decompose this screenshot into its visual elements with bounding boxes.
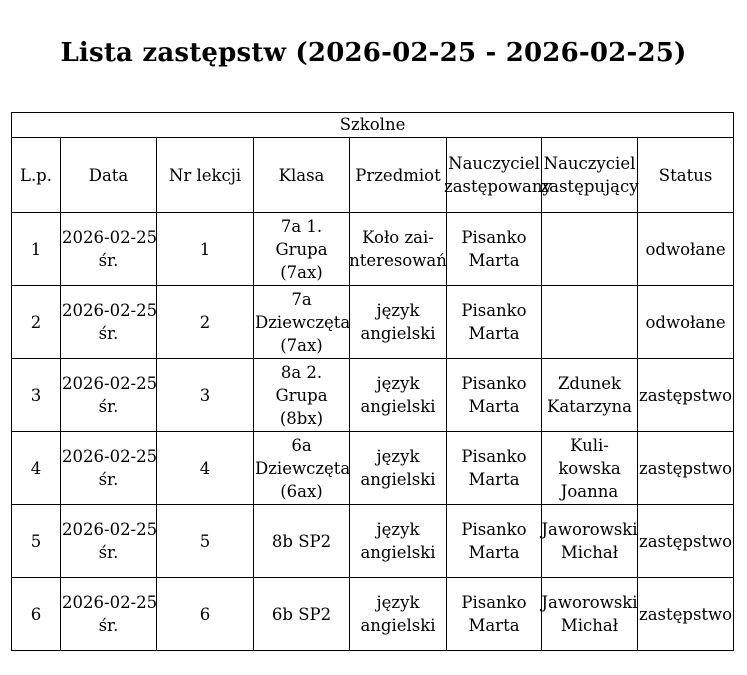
cell-line: 2026-02-25 <box>62 301 158 320</box>
group-header: Szkolne <box>12 113 734 138</box>
cell-line: angielski <box>360 470 436 489</box>
cell-line: 2 <box>199 312 211 332</box>
cell-line: Nauczyciel <box>448 154 540 173</box>
cell-line: (8bx) <box>279 408 324 428</box>
cell-lp <box>12 359 61 432</box>
cell-subject <box>350 286 447 359</box>
cell-class <box>254 286 350 359</box>
cell-line: zastępstwo <box>639 385 733 405</box>
cell-lesson-number <box>157 359 254 432</box>
cell-line: nteresowań <box>349 251 447 270</box>
cell-substituting-teacher <box>542 359 638 432</box>
cell-line: Data <box>88 165 129 185</box>
table-row <box>12 578 734 651</box>
cell-line: 2026-02-25 <box>62 593 158 612</box>
cell-line: 3 <box>30 385 42 405</box>
cell-line: język <box>376 301 420 320</box>
cell-line: angielski <box>360 616 436 635</box>
cell-subject <box>350 578 447 651</box>
cell-lp <box>12 286 61 359</box>
cell-line: Marta <box>468 543 520 562</box>
cell-lesson-number <box>157 213 254 286</box>
cell-line: Marta <box>468 397 520 416</box>
cell-subject <box>350 213 447 286</box>
cell-line: język <box>376 374 420 393</box>
cell-line: 6b SP2 <box>271 604 332 624</box>
cell-line: 6 <box>30 604 42 624</box>
cell-class <box>254 505 350 578</box>
cell-line: śr. <box>98 397 119 416</box>
cell-line: angielski <box>360 324 436 343</box>
cell-lp <box>12 213 61 286</box>
cell-line: Katarzyna <box>547 397 632 416</box>
cell-subject <box>350 505 447 578</box>
cell-line: Marta <box>468 251 520 270</box>
cell-line: zastępujący <box>540 177 639 196</box>
cell-line: 6a <box>291 435 312 455</box>
cell-substituted-teacher <box>447 505 542 578</box>
cell-line: Przedmiot <box>355 165 441 185</box>
cell-line: 5 <box>30 531 42 551</box>
cell-substituted-teacher <box>447 578 542 651</box>
cell-line: (6ax) <box>280 481 323 501</box>
cell-line: 4 <box>30 458 42 478</box>
cell-line: Nr lekcji <box>168 165 242 185</box>
cell-date <box>61 286 157 359</box>
column-header-subject <box>350 138 447 213</box>
table-row <box>12 359 734 432</box>
cell-status <box>638 359 734 432</box>
cell-line: 8b SP2 <box>271 531 332 551</box>
cell-line: Kuli- <box>570 435 609 455</box>
cell-lesson-number <box>157 286 254 359</box>
cell-substituting-teacher <box>542 432 638 505</box>
column-header-status <box>638 138 734 213</box>
cell-line: kowska <box>558 458 621 478</box>
cell-line: Marta <box>468 470 520 489</box>
cell-substituting-teacher <box>542 505 638 578</box>
cell-line: Zdunek <box>557 374 622 393</box>
cell-line: odwołane <box>645 239 726 259</box>
cell-line: zastępstwo <box>639 604 733 624</box>
cell-line: śr. <box>98 616 119 635</box>
cell-class <box>254 432 350 505</box>
cell-subject <box>350 359 447 432</box>
cell-line: Nauczyciel <box>543 154 636 173</box>
cell-line: zastępstwo <box>639 458 733 478</box>
cell-line: zastępstwo <box>639 531 733 551</box>
substitutions-table <box>11 112 734 651</box>
cell-line: 2026-02-25 <box>62 447 158 466</box>
column-header-substituting-teacher <box>542 138 638 213</box>
cell-lp <box>12 505 61 578</box>
cell-line: język <box>376 520 420 539</box>
cell-lp <box>12 432 61 505</box>
cell-line: Pisanko <box>461 520 527 539</box>
column-header-substituted-teacher <box>444 138 552 213</box>
cell-substituting-teacher <box>542 286 638 359</box>
cell-status <box>638 432 734 505</box>
cell-date <box>61 213 157 286</box>
cell-status <box>638 286 734 359</box>
cell-class <box>254 213 350 286</box>
table-row <box>12 213 734 286</box>
column-header-lesson-number <box>157 138 254 213</box>
cell-substituting-teacher <box>542 213 638 286</box>
cell-line: Marta <box>468 324 520 343</box>
cell-line: Grupa <box>275 385 328 405</box>
cell-line: Dziewczęta <box>255 458 351 478</box>
cell-lp <box>12 578 61 651</box>
cell-class <box>254 359 350 432</box>
cell-line: (7ax) <box>280 335 323 355</box>
column-header-date <box>61 138 157 213</box>
cell-date <box>61 578 157 651</box>
cell-line: (7ax) <box>280 262 323 282</box>
cell-line: angielski <box>360 397 436 416</box>
cell-line: 2026-02-25 <box>62 228 158 247</box>
cell-line: język <box>376 447 420 466</box>
cell-line: Jaworowski <box>541 520 638 539</box>
cell-line: 6 <box>199 604 211 624</box>
cell-line: Pisanko <box>461 593 527 612</box>
cell-line: 1 <box>30 239 42 259</box>
table-row <box>12 286 734 359</box>
column-header-lp <box>12 138 61 213</box>
cell-line: 7a 1. <box>280 216 323 236</box>
cell-line: Pisanko <box>461 447 527 466</box>
cell-status <box>638 578 734 651</box>
cell-line: 2 <box>30 312 42 332</box>
cell-line: Koło zai- <box>362 228 434 247</box>
column-header-row <box>12 138 734 213</box>
cell-date <box>61 359 157 432</box>
cell-line: 3 <box>199 385 211 405</box>
cell-line: śr. <box>98 470 119 489</box>
cell-status <box>638 505 734 578</box>
cell-line: 8a 2. <box>280 362 323 382</box>
cell-line: Pisanko <box>461 374 527 393</box>
cell-subject <box>350 432 447 505</box>
cell-line: zastępowany <box>444 177 552 196</box>
cell-date <box>61 505 157 578</box>
cell-line: L.p. <box>19 165 52 185</box>
cell-line: Jaworowski <box>541 593 638 612</box>
cell-line: odwołane <box>645 312 726 332</box>
table-row <box>12 432 734 505</box>
cell-substituted-teacher <box>447 432 542 505</box>
cell-line: Michał <box>560 543 619 562</box>
cell-line: Klasa <box>278 165 325 185</box>
cell-line: 7a <box>291 289 312 309</box>
cell-line: 2026-02-25 <box>62 520 158 539</box>
cell-line: Joanna <box>560 481 619 501</box>
cell-line: Grupa <box>275 239 328 259</box>
cell-substituted-teacher <box>447 213 542 286</box>
cell-line: język <box>376 593 420 612</box>
table-row <box>12 505 734 578</box>
cell-status <box>638 213 734 286</box>
cell-class <box>254 578 350 651</box>
cell-lesson-number <box>157 578 254 651</box>
cell-line: śr. <box>98 324 119 343</box>
cell-line: 4 <box>199 458 211 478</box>
page-title: Lista zastępstw (2026-02-25 - 2026-02-25) <box>60 38 687 68</box>
cell-line: śr. <box>98 543 119 562</box>
cell-substituted-teacher <box>447 359 542 432</box>
column-header-class <box>254 138 350 213</box>
cell-line: 5 <box>199 531 211 551</box>
table-body <box>12 213 734 651</box>
cell-substituted-teacher <box>447 286 542 359</box>
cell-line: Pisanko <box>461 301 527 320</box>
cell-line: śr. <box>98 251 119 270</box>
cell-line: Pisanko <box>461 228 527 247</box>
cell-line: 1 <box>199 239 211 259</box>
cell-line: angielski <box>360 543 436 562</box>
cell-lesson-number <box>157 505 254 578</box>
cell-line: 2026-02-25 <box>62 374 158 393</box>
cell-line: Marta <box>468 616 520 635</box>
cell-line: Michał <box>560 616 619 635</box>
cell-substituting-teacher <box>542 578 638 651</box>
cell-line: Status <box>658 165 713 185</box>
cell-date <box>61 432 157 505</box>
cell-line: Dziewczęta <box>255 312 351 332</box>
cell-lesson-number <box>157 432 254 505</box>
